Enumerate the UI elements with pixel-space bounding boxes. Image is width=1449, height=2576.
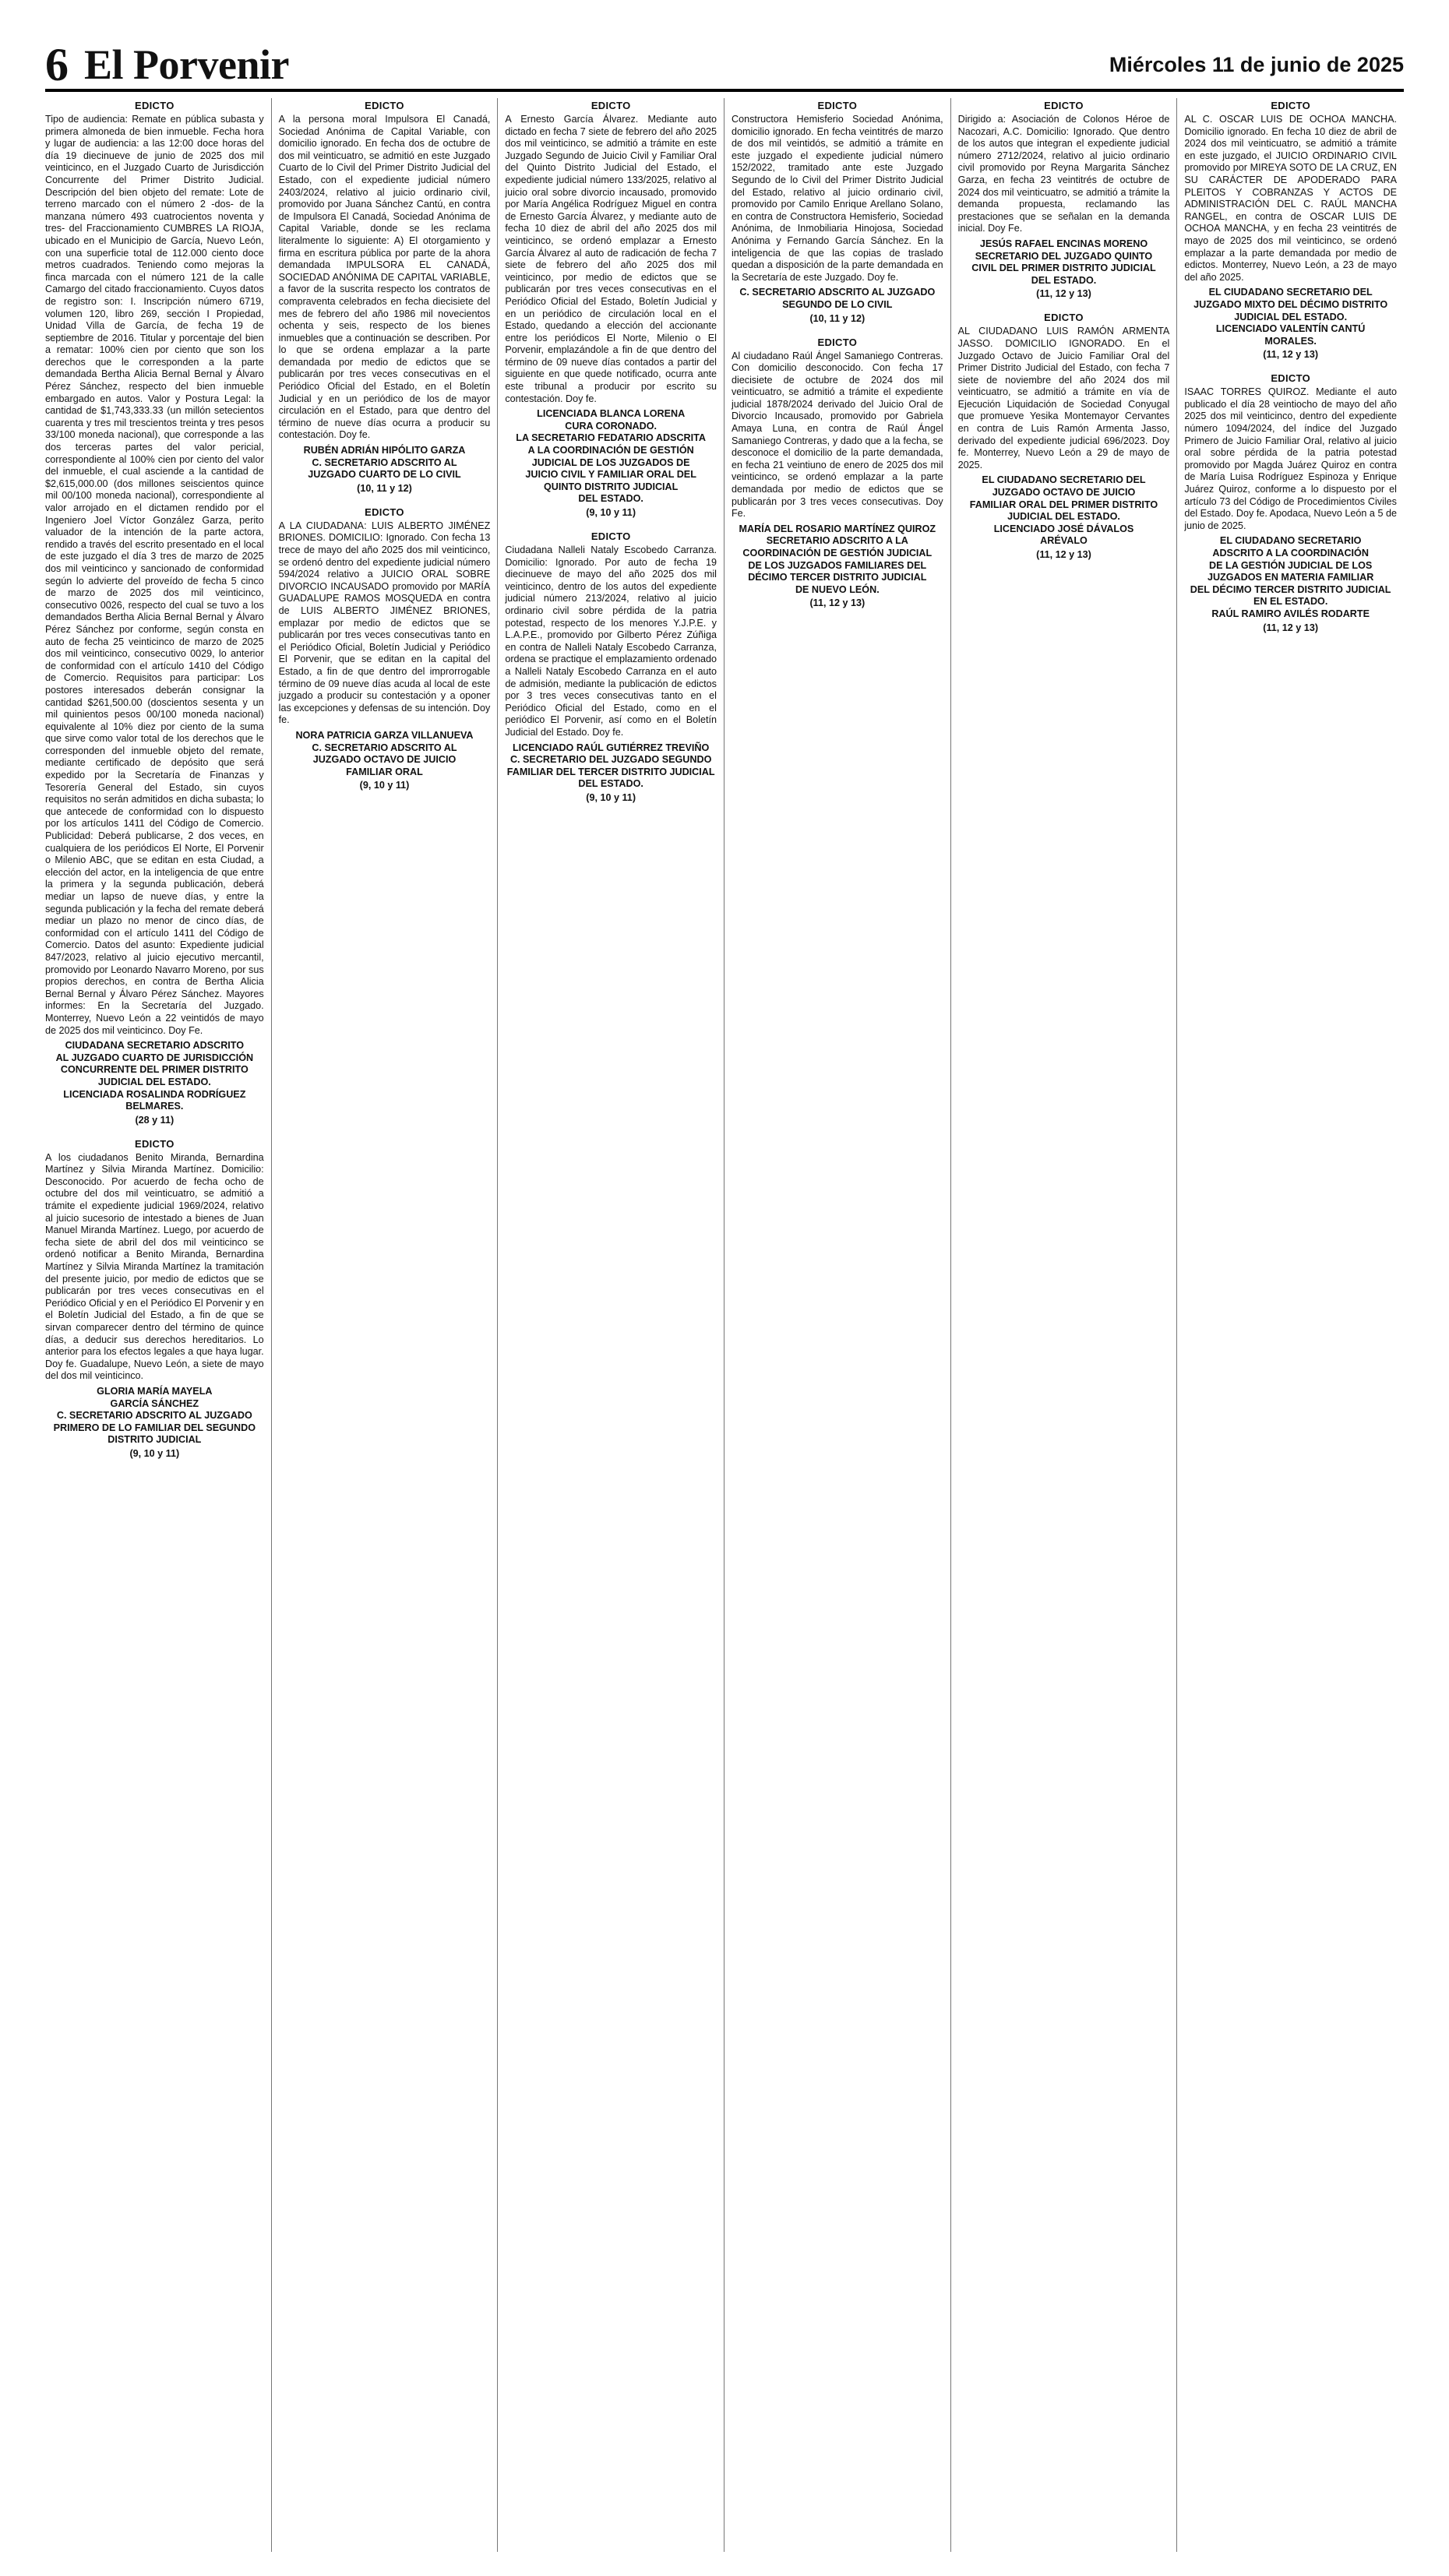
edict-heading: EDICTO bbox=[365, 100, 404, 111]
edict-heading: EDICTO bbox=[817, 336, 858, 348]
masthead bbox=[45, 41, 1404, 92]
edict-publication-dates: (11, 12 y 13) bbox=[1263, 622, 1319, 633]
edict-signature: GLORIA MARÍA MAYELA GARCÍA SÁNCHEZ C. SECRETARIO ADSCRITO AL JUZGADO PRIMERO DE LO FAMILIAR DEL SEGUNDO DISTRITO JUDICIAL bbox=[53, 1385, 256, 1446]
edict-body: A los ciudadanos Benito Miranda, Bernardina Martínez y Silvia Miranda Martínez. Domicilio: Desconocido. Por acuerdo de fecha ocho de octubre del dos mil veinticuatro, se admitió a trámite el expediente judicial 1969/2024, relativo al juicio sucesorio de intestado a bienes de Juan Manuel Miranda Martínez. Luego, por acuerdo de fecha siete de abril del dos mil veinticinco se ordenó notificar a Benito Miranda, Bernardina Martínez y Silvia Miranda Martínez la tramitación del presente juicio, por medio de edictos que se publicarán por tres veces consecutivas en el Periódico Oficial y en el Periódico El Porvenir y en el Boletín Judicial del Estado, a fin de que se sirvan comparecer dentro del término de quince días, a deducir sus derechos hereditarios. Lo anterior para los efectos legales a que haya lugar. Doy fe. Guadalupe, Nuevo León, a siete de mayo del dos mil veinticinco. bbox=[45, 1151, 264, 1382]
edict bbox=[958, 100, 1170, 299]
edict-heading: EDICTO bbox=[591, 530, 631, 542]
edict-heading: EDICTO bbox=[134, 1137, 175, 1150]
edict-heading: EDICTO bbox=[1044, 312, 1084, 324]
page-number: 6 bbox=[45, 39, 69, 90]
edict-publication-dates: (11, 12 y 13) bbox=[1263, 349, 1319, 361]
column-6 bbox=[1177, 98, 1404, 2552]
edict-signature: C. SECRETARIO ADSCRITO AL JUZGADO SEGUNDO DE LO CIVIL bbox=[739, 287, 936, 310]
edict-body: ISAAC TORRES QUIROZ. Mediante el auto publicado el día 28 veintiocho de mayo del año 2025 dos mil veinticinco, dentro del expediente número 1094/2024, del índice del Juzgado Primero de Juicio Familiar Oral, relativo al juicio oral sobre pérdida de la patria potestad promovido por Magda Juárez Quiroz en contra de María Luisa Rodríguez Espinoza y Enrique Juárez Quiroz, conforme a lo dispuesto por el artículo 73 del Código de Procedimientos Civiles del Estado. Doy fe. Apodaca, Nuevo León a 5 de junio de 2025. bbox=[1184, 386, 1397, 531]
column-2 bbox=[272, 98, 499, 2552]
edict bbox=[732, 100, 943, 324]
edict-heading: EDICTO bbox=[591, 100, 631, 111]
edict-heading: EDICTO bbox=[134, 100, 175, 111]
edict bbox=[958, 312, 1170, 560]
edict bbox=[45, 1138, 264, 1459]
edict-body: A Ernesto García Álvarez. Mediante auto dictado en fecha 7 siete de febrero del año 2025 dos mil veinticinco, se admitió a trámite en este Juzgado Segundo de Juicio Civil y Familiar Oral del Quinto Distrito Judicial del Estado, el expediente judicial número 133/2025, relativo al juicio oral sobre divorcio incausado, promovido por María Angélica Rodríguez Miguel en contra de Ernesto García Álvarez, y mediante auto de fecha 10 diez de abril del año 2025 dos mil veinticinco, se ordenó emplazar a Ernesto García Álvarez al auto de radicación de fecha 7 siete de febrero del año 2025 dos mil veinticinco, por medio de edictos que se publicarán por tres veces consecutivas en el Periódico Oficial del Estado, Boletín Judicial y en un periódico de circulación local en el Estado, quedando a elección del accionante entre los periódicos El Norte, Milenio o El Porvenir, emplazándole a fin de que dentro del término de 09 nueve días contados a partir del siguiente en que quede notificado, ocurra ante este tribunal a producir por escrito su contestación. Doy fe. bbox=[505, 114, 717, 404]
edict-body: A LA CIUDADANA: LUIS ALBERTO JIMÉNEZ BRIONES. DOMICILIO: Ignorado. Con fecha 13 trece de mayo del año 2025 dos mil veinticinco, se ordenó dentro del expediente judicial número 594/2024 relativo a JUICIO ORAL SOBRE DIVORCIO INCAUSADO promovido por MARÍA GUADALUPE RAMOS MOSQUEDA en contra de LUIS ALBERTO JIMÉNEZ BRIONES, emplazar por medio de edictos que se publicarán por tres veces consecutivas tanto en el Periódico Oficial, Boletín Judicial y Periódico El Porvenir, que se editan en la capital del Estado, a fin de que dentro del improrrogable término de 09 nueve días acuda al local de este juzgado a producir su contestación y a oponer las excepciones y defensas de su intención. Doy fe. bbox=[278, 520, 491, 726]
edict-signature: EL CIUDADANO SECRETARIO DEL JUZGADO MIXTO DEL DÉCIMO DISTRITO JUDICIAL DEL ESTADO. LICENCIADO VALENTÍN CANTÚ MORALES. bbox=[1193, 287, 1388, 347]
edict-heading: EDICTO bbox=[1044, 100, 1084, 111]
edict-publication-dates: (11, 12 y 13) bbox=[1036, 288, 1091, 300]
issue-date: Miércoles 11 de junio de 2025 bbox=[1109, 53, 1404, 76]
edict-signature: NORA PATRICIA GARZA VILLANUEVA C. SECRETARIO ADSCRITO AL JUZGADO OCTAVO DE JUICIO FAMILIAR ORAL bbox=[295, 729, 474, 777]
edict-body: Dirigido a: Asociación de Colonos Héroe de Nacozari, A.C. Domicilio: Ignorado. Que dentro de los autos que integran el expediente judicial número 2712/2024, relativo al juicio ordinario civil promovido por Reyna Margarita Sánchez Garza, en fecha 23 veintitrés de octubre de 2024 dos mil veinticuatro, se admitió a trámite la demanda propuesta, reclamando las prestaciones que se señalan en la demanda inicial. Doy Fe. bbox=[957, 114, 1170, 234]
column-5 bbox=[951, 98, 1178, 2552]
edict bbox=[505, 530, 717, 803]
newspaper-logo: El Porvenir bbox=[84, 41, 289, 88]
edict-heading: EDICTO bbox=[1271, 372, 1310, 385]
edict-body: Constructora Hemisferio Sociedad Anónima, domicilio ignorado. En fecha veintitrés de marzo de dos mil veintidós, se admitió a trámite en este juzgado el expediente judicial número 152/2022, tramitado ante este Juzgado Segundo de lo Civil del Primer Distrito Judicial del Estado, relativo al juicio ordinario civil, promovido por Camilo Enrique Arellano Solano, en contra de Constructora Hemisferio, Sociedad Anónima, de Inmobiliaria Hinojosa, Sociedad Anónima y Fernando García Sánchez. En la inteligencia de que las copias de traslado quedan a disposición de la parte demandada en la Secretaría de este Juzgado. Doy fe. bbox=[731, 114, 943, 283]
edict-heading: EDICTO bbox=[365, 506, 404, 518]
column-1 bbox=[45, 98, 272, 2552]
edict bbox=[45, 100, 264, 1126]
edict-signature: RUBÉN ADRIÁN HIPÓLITO GARZA C. SECRETARIO ADSCRITO AL JUZGADO CUARTO DE LO CIVIL bbox=[303, 445, 466, 481]
edict-body: A la persona moral Impulsora El Canadá, Sociedad Anónima de Capital Variable, con domicilio ignorado. En fecha dos de octubre de dos mil veinticuatro, se admitió en este Juzgado Cuarto de lo Civil del Primer Distrito Judicial del Estado, con el expediente judicial número 2403/2024, relativo al juicio ordinario civil, promovido por Juana Sánchez Cantú, en contra de Impulsora El Canadá, Sociedad Anónima de Capital Variable, donde se les reclama literalmente lo siguiente: A) El otorgamiento y firma en escritura pública por parte de la ahora demandada IMPULSORA EL CANADÁ, SOCIEDAD ANÓNIMA DE CAPITAL VARIABLE, a favor de la suscrita respecto los contratos de compraventa celebrados en fecha diecisiete del mes de febrero del año 1986 mil novecientos ochenta y seis, respecto de los bienes inmuebles que a continuación se describen. Por lo que se ordena emplazar a la parte demandada por medio de edictos que se publicarán por tres veces consecutivas en el Periódico Oficial del Estado, en el Boletín Judicial y en un periódico de los de mayor circulación en el Estado, para que dentro del término de nueve días ocurra a producir su contestación. Doy fe. bbox=[278, 114, 491, 441]
edict-publication-dates: (10, 11 y 12) bbox=[809, 312, 866, 324]
column-3 bbox=[498, 98, 724, 2552]
edict-publication-dates: (10, 11 y 12) bbox=[357, 482, 412, 494]
edict bbox=[279, 506, 491, 791]
edict-publication-dates: (11, 12 y 13) bbox=[1036, 549, 1091, 560]
edict-heading: EDICTO bbox=[1271, 100, 1310, 111]
edict bbox=[1184, 100, 1397, 360]
edict-body: Ciudadana Nalleli Nataly Escobedo Carranza. Domicilio: Ignorado. Por auto de fecha 19 diecinueve de mayo del año 2025 dos mil veinticinco, dentro de los autos del expediente judicial número 213/2024, relativo al juicio ordinario civil sobre pérdida de la patria potestad, respecto de los menores Y.J.P.E. y L.A.P.E., promovido por Gilberto Pérez Zúñiga en contra de Nalleli Nataly Escobedo Carranza, ordena se practique el emplazamiento ordenado a Nalleli Nataly Escobedo Carranza en el auto de admisión, mediante la publicación de edictos por 3 tres veces consecutivas tanto en el Periódico Oficial del Estado, como en el periódico El Porvenir, así como en el Boletín Judicial del Estado. Doy fe. bbox=[505, 544, 717, 738]
edict-body: AL CIUDADANO LUIS RAMÓN ARMENTA JASSO. DOMICILIO IGNORADO. En el Juzgado Octavo de Juicio Familiar Oral del Primer Distrito Judicial del Estado, con fecha 7 siete de noviembre del año 2024 dos mil veinticuatro, se admitió a trámite en vía de Ejecución Liquidación de Sociedad Conyugal que promueve Yesika Montemayor Cervantes en contra de Luis Ramón Armenta Jasso, derivado del expediente judicial 696/2023. Doy fe. Monterrey, Nuevo León a 29 de mayo de 2025. bbox=[957, 326, 1170, 470]
edict bbox=[1184, 372, 1397, 633]
edict-publication-dates: (9, 10 y 11) bbox=[359, 780, 410, 791]
edict-signature: EL CIUDADANO SECRETARIO ADSCRITO A LA COORDINACIÓN DE LA GESTIÓN JUDICIAL DE LOS JUZGADOS EN MATERIA FAMILIAR DEL DÉCIMO TERCER DISTRITO JUDICIAL EN EL ESTADO. RAÚL RAMIRO AVILÉS RODARTE bbox=[1190, 535, 1391, 619]
edict-heading: EDICTO bbox=[817, 100, 858, 111]
edict-publication-dates: (9, 10 y 11) bbox=[586, 791, 636, 803]
edict bbox=[505, 100, 717, 518]
column-4 bbox=[724, 98, 951, 2552]
edict-publication-dates: (28 y 11) bbox=[135, 1114, 175, 1126]
edict-signature: LICENCIADA BLANCA LORENA CURA CORONADO. LA SECRETARIO FEDATARIO ADSCRITA A LA COORDINACIÓN DE GESTIÓN JUDICIAL DE LOS JUZGADOS DE JUICIO CIVIL Y FAMILIAR ORAL DEL QUINTO DISTRITO JUDICIAL DEL ESTADO. bbox=[516, 408, 706, 505]
edict-body: AL C. OSCAR LUIS DE OCHOA MANCHA. Domicilio ignorado. En fecha 10 diez de abril de 2024 dos mil veinticuatro, se admitió a trámite en este juzgado, el JUICIO ORDINARIO CIVIL promovido por MIREYA SOTO DE LA CRUZ, EN SU CARÁCTER DE APODERADO PARA PLEITOS Y COBRANZAS Y ACTOS DE ADMINISTRACIÓN DEL C. RAÚL MANCHA RANGEL, en contra de OSCAR LUIS DE OCHOA MANCHA, y en fecha 23 veintitrés de mayo de 2025 dos mil veinticinco, se ordenó emplazar a la parte demandada por medio de edictos. Monterrey, Nuevo León, a 23 de mayo del año 2025. bbox=[1184, 114, 1397, 283]
edict-signature: JESÚS RAFAEL ENCINAS MORENO SECRETARIO DEL JUZGADO QUINTO CIVIL DEL PRIMER DISTRITO JUDICIAL DEL ESTADO. bbox=[971, 238, 1156, 286]
edict bbox=[279, 100, 491, 494]
edict-publication-dates: (11, 12 y 13) bbox=[809, 597, 866, 609]
edict-publication-dates: (9, 10 y 11) bbox=[129, 1447, 180, 1459]
edict-signature: LICENCIADO RAÚL GUTIÉRREZ TREVIÑO C. SECRETARIO DEL JUZGADO SEGUNDO FAMILIAR DEL TERCER DISTRITO JUDICIAL DEL ESTADO. bbox=[506, 742, 715, 790]
edict-signature: EL CIUDADANO SECRETARIO DEL JUZGADO OCTAVO DE JUICIO FAMILIAR ORAL DEL PRIMER DISTRITO JUDICIAL DEL ESTADO. LICENCIADO JOSÉ DÁVALOS ARÉVALO bbox=[969, 474, 1158, 547]
edict-body: Tipo de audiencia: Remate en pública subasta y primera almoneda de bien inmueble. Fecha hora y lugar de audiencia: a las 12:00 doce horas del día 19 diecinueve de junio de 2025 dos mil veinticinco, en el Juzgado Cuarto de Jurisdicción Concurrente del Primer Distrito Judicial. Descripción del bien objeto del remate: Lote de terreno marcado con el número 2 -dos- de la manzana número 493 cuatrocientos noventa y tres- del Fraccionamiento CUMBRES LA RIOJA, ubicado en el Municipio de García, Nuevo León, con una superficie total de 112.000 ciento doce metros cuadrados. Teniendo como mejoras la finca marcada con el número 121 de la calle Camargo del citado fraccionamiento. Cuyos datos de registro son: I. Inscripción número 6719, volumen 120, libro 269, sección I Propiedad, Unidad Villa de García, de fecha 19 de septiembre de 2016. Titular y porcentaje del bien a rematar: 100% cien por ciento que son los derechos que le corresponden a la parte demandada Bertha Alicia Bernal Bernal y Álvaro Pérez Sánchez, respecto del bien inmueble embargado en autos. Valor y Postura Legal: la cantidad de $1,743,333.33 (un millón setecientos cuarenta y tres mil trescientos treinta y tres pesos 33/100 moneda nacional), que corresponde a las dos terceras partes del valor pericial, correspondiente al 100% cien por ciento del valor del inmueble, el cual asciende a la cantidad de $2,615,000.00 (dos millones seiscientos quince mil 00/100 moneda nacional), correspondiente al valor arrojado en el dictamen rendido por el Ingeniero Joel Víctor González Garza, perito valuador de la intención de la parte actora, rendido a través del escrito presentado en el local de este juzgado el día 3 tres de marzo de 2025 dos mil veinticinco y sancionado de conformidad según lo advierte del proveído de fecha 5 cinco de marzo de 2025 dos mil veinticinco, consecutivo 0026, respecto del cual se tuvo a los demandados Bertha Alicia Bernal Bernal y Álvaro Pérez Sánchez por conforme, según consta en auto de fecha 25 veinticinco de marzo de 2025 dos mil veinticinco, consecutivo 0029, lo anterior de conformidad con el artículo 1410 del Código de Comercio. Requisitos para participar: Los postores interesados deberán consignar la cantidad $261,500.00 (doscientos sesenta y un mil quinientos pesos 00/100 moneda nacional) equivalente al 10% diez por ciento de la suma que sirve como valor total de los derechos que le corresponden del inmueble objeto del remate, mediante certificado de depósito que será expedido por la Secretaría de Finanzas y Tesorería General del Estado, sin cuyos requisitos no serán admitidos en dicha subasta; lo que antecede de conformidad con lo dispuesto por los artículos 1411 del Código de Comercio. Publicidad: Deberá publicarse, 2 dos veces, en cualquiera de los periódicos El Norte, El Porvenir o Milenio ABC, que se editan en esta Ciudad, a elección del actor, en la inteligencia de que entre la primera y la segunda publicación, deberá mediar un lapso de nueve días, y entre la segunda publicación y la fecha del remate deberá mediar un plazo no menor de cinco días, de conformidad con el artículo 1411 del Código de Comercio. Datos del asunto: Expediente judicial 847/2023, relativo al juicio ejecutivo mercantil, promovido por Leonardo Navarro Moreno, por sus propios derechos, en contra de Bertha Alicia Bernal Bernal y Álvaro Pérez Sánchez. Mayores informes: En la Secretaría del Juzgado. Monterrey, Nuevo León a 22 veintidós de mayo de 2025 dos mil veinticinco. Doy Fe. bbox=[45, 114, 264, 1036]
edict bbox=[732, 337, 943, 609]
edict-columns bbox=[45, 98, 1404, 2552]
edict-signature: MARÍA DEL ROSARIO MARTÍNEZ QUIROZ SECRETARIO ADSCRITO A LA COORDINACIÓN DE GESTIÓN JUDICIAL DE LOS JUZGADOS FAMILIARES DEL DÉCIMO TERCER DISTRITO JUDICIAL DE NUEVO LEÓN. bbox=[739, 523, 936, 595]
edict-body: Al ciudadano Raúl Ángel Samaniego Contreras. Con domicilio desconocido. Con fecha 17 diecisiete de octubre de 2024 dos mil veinticuatro, se admitió a trámite el expediente judicial 1878/2024 derivado del Juicio Oral de Divorcio Incausado, promovido por Gabriela Amaya Luna, en contra de Raúl Ángel Samaniego Contreras, y dado que a la fecha, se desconoce el domicilio de la parte demandada, en fecha 21 veintiuno de enero de 2025 dos mil veinticinco, se ordenó emplazar a la parte demandada por medio de edictos que se publicarán por 3 tres veces consecutivas. Doy Fe. bbox=[731, 350, 943, 520]
edict-publication-dates: (9, 10 y 11) bbox=[586, 507, 636, 518]
edict-signature: CIUDADANA SECRETARIO ADSCRITO AL JUZGADO CUARTO DE JURISDICCIÓN CONCURRENTE DEL PRIMER DISTRITO JUDICIAL DEL ESTADO. LICENCIADA ROSALINDA RODRÍGUEZ BELMARES. bbox=[55, 1040, 254, 1112]
